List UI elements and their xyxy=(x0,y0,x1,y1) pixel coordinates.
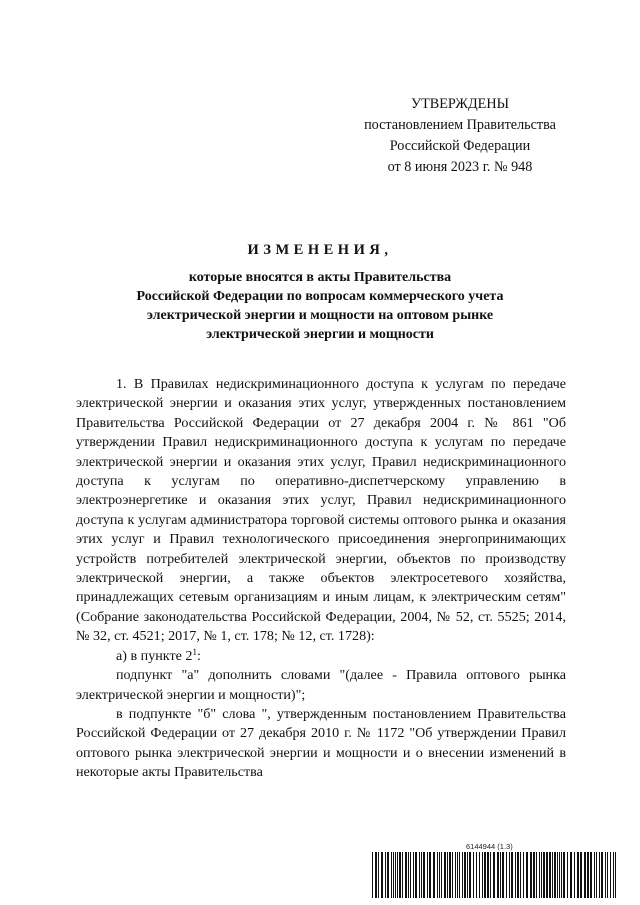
barcode-bar xyxy=(408,852,409,898)
approval-date: от 8 июня 2023 г. № 948 xyxy=(387,159,533,175)
barcode-bar xyxy=(447,852,448,898)
barcode-bar xyxy=(587,852,589,898)
barcode-bar xyxy=(399,852,401,898)
paragraph: в подпункте "б" слова ", утвержденным постановлением Правительства Российской Федерации от 27 декабря 2010 г. № 1172 "Об утверждении Правил оптового рынка электрической энергии и мощности и о внесении изменений в некоторые акты Правительства xyxy=(76,705,566,781)
barcode-bar xyxy=(452,852,453,898)
barcode-bar xyxy=(557,852,558,898)
barcode-bar xyxy=(596,852,597,898)
barcode-bar xyxy=(523,852,524,898)
barcode-bar xyxy=(509,852,510,898)
barcode-bar xyxy=(402,852,403,898)
document-subtitle xyxy=(0,268,640,344)
barcode-bar xyxy=(584,852,586,898)
barcode-bar xyxy=(372,852,373,898)
barcode-bar xyxy=(410,852,411,898)
barcode-bar xyxy=(511,852,513,898)
approval-line: постановлением Правительства xyxy=(364,117,556,133)
barcode xyxy=(372,842,618,900)
barcode-bar xyxy=(567,852,568,898)
barcode-label: 6144944 (1.3) xyxy=(466,842,513,851)
barcode-bar xyxy=(482,852,483,898)
barcode-bar xyxy=(570,852,572,898)
barcode-bar xyxy=(610,852,611,898)
paragraph-text: а) в пункте 2 xyxy=(116,647,193,664)
barcode-bar xyxy=(395,852,396,898)
barcode-bar xyxy=(594,852,595,898)
barcode-bar xyxy=(515,852,516,898)
barcode-bar xyxy=(378,852,379,898)
barcode-bar xyxy=(393,852,394,898)
barcode-bar xyxy=(423,852,425,898)
approval-heading: УТВЕРЖДЕНЫ xyxy=(411,96,509,112)
subtitle-line: Российской Федерации по вопросам коммерческого учета xyxy=(136,289,504,304)
barcode-bar xyxy=(599,852,600,898)
barcode-bar xyxy=(506,852,507,898)
barcode-bar xyxy=(554,852,556,898)
barcode-bar xyxy=(375,852,377,898)
document-header xyxy=(0,240,640,344)
barcode-bar xyxy=(476,852,477,898)
barcode-bar xyxy=(429,852,431,898)
barcode-bar xyxy=(433,852,435,898)
barcode-bar xyxy=(552,852,553,898)
barcode-bar xyxy=(462,852,463,898)
barcode-bar xyxy=(605,852,606,898)
barcode-bar xyxy=(459,852,460,898)
barcode-icon xyxy=(372,852,618,898)
barcode-bar xyxy=(415,852,417,898)
barcode-bar xyxy=(397,852,398,898)
barcode-bar xyxy=(615,852,616,898)
barcode-bar xyxy=(613,852,614,898)
barcode-bar xyxy=(559,852,560,898)
barcode-bar xyxy=(405,852,407,898)
barcode-bar xyxy=(487,852,489,898)
subtitle-line: электрической энергии и мощности xyxy=(206,327,434,342)
document-body xyxy=(76,375,566,783)
barcode-bar xyxy=(517,852,519,898)
barcode-bar xyxy=(387,852,389,898)
approval-line: Российской Федерации xyxy=(389,138,531,154)
barcode-bar xyxy=(561,852,562,898)
barcode-bar xyxy=(449,852,451,898)
approval-stamp xyxy=(340,94,580,178)
barcode-bar xyxy=(563,852,565,898)
barcode-bar xyxy=(601,852,603,898)
paragraph xyxy=(76,647,566,666)
barcode-bar xyxy=(533,852,535,898)
barcode-bar xyxy=(464,852,466,898)
paragraph-text: : xyxy=(196,647,201,664)
document-title: ИЗМЕНЕНИЯ, xyxy=(247,242,393,258)
barcode-bar xyxy=(421,852,422,898)
barcode-bar xyxy=(577,852,579,898)
barcode-bar xyxy=(580,852,582,898)
barcode-bar xyxy=(574,852,575,898)
superscript: 1 xyxy=(192,646,197,657)
barcode-bar xyxy=(413,852,414,898)
barcode-bar xyxy=(536,852,537,898)
barcode-bar xyxy=(439,852,440,898)
barcode-bar xyxy=(520,852,521,898)
barcode-bar xyxy=(546,852,548,898)
barcode-bar xyxy=(469,852,471,898)
barcode-bar xyxy=(539,852,540,898)
barcode-bar xyxy=(381,852,383,898)
barcode-bar xyxy=(497,852,499,898)
barcode-bar xyxy=(473,852,474,898)
barcode-bar xyxy=(444,852,446,898)
barcode-bar xyxy=(502,852,504,898)
barcode-bar xyxy=(427,852,428,898)
barcode-bar xyxy=(455,852,456,898)
subtitle-line: электрической энергии и мощности на оптовом рынке xyxy=(146,308,494,323)
paragraph: подпункт "а" дополнить словами "(далее - Правила оптового рынка электрической энергии и мощности)"; xyxy=(76,667,566,703)
barcode-bar xyxy=(467,852,468,898)
barcode-bar xyxy=(391,852,392,898)
subtitle-line: которые вносятся в акты Правительства xyxy=(188,270,452,285)
barcode-bar xyxy=(490,852,491,898)
barcode-bar xyxy=(543,852,545,898)
barcode-bar xyxy=(530,852,532,898)
barcode-bar xyxy=(493,852,495,898)
barcode-bar xyxy=(590,852,592,898)
barcode-bar xyxy=(526,852,528,898)
barcode-bar xyxy=(607,852,608,898)
barcode-bar xyxy=(549,852,551,898)
barcode-bar xyxy=(419,852,420,898)
barcode-bar xyxy=(385,852,386,898)
barcode-bar xyxy=(541,852,542,898)
barcode-bar xyxy=(437,852,438,898)
barcode-bar xyxy=(479,852,480,898)
barcode-bar xyxy=(441,852,442,898)
barcode-bar xyxy=(500,852,501,898)
barcode-bar xyxy=(457,852,458,898)
barcode-bar xyxy=(484,852,486,898)
paragraph: 1. В Правилах недискриминационного доступа к услугам по передаче электрической энергии и оказания этих услуг, утвержденных постановлением Правительства Российской Федерации от 27 декабря 2004 г. № 861 "Об утверждении Правил недискриминационного доступа к услугам по передаче электрической энергии и оказания этих услуг, Правил недискриминационного доступа к услугам по оперативно-диспетчерскому управлению в электроэнергетике и оказания этих услуг, Правил недискриминационного доступа к услугам администратора торговой системы оптового рынка и оказания этих услуг и Правил технологического присоединения энергопринимающих устройств потребителей электрической энергии, объектов по производству электрической энергии, а также объектов электросетевого хозяйства, принадлежащих сетевым организациям и иным лицам, к электрическим сетям" (Собрание законодательства Российской Федерации, 2004, № 52, ст. 5525; 2014, № 32, ст. 4521; 2017, № 1, ст. 178; № 12, ст. 1728): xyxy=(76,376,566,645)
